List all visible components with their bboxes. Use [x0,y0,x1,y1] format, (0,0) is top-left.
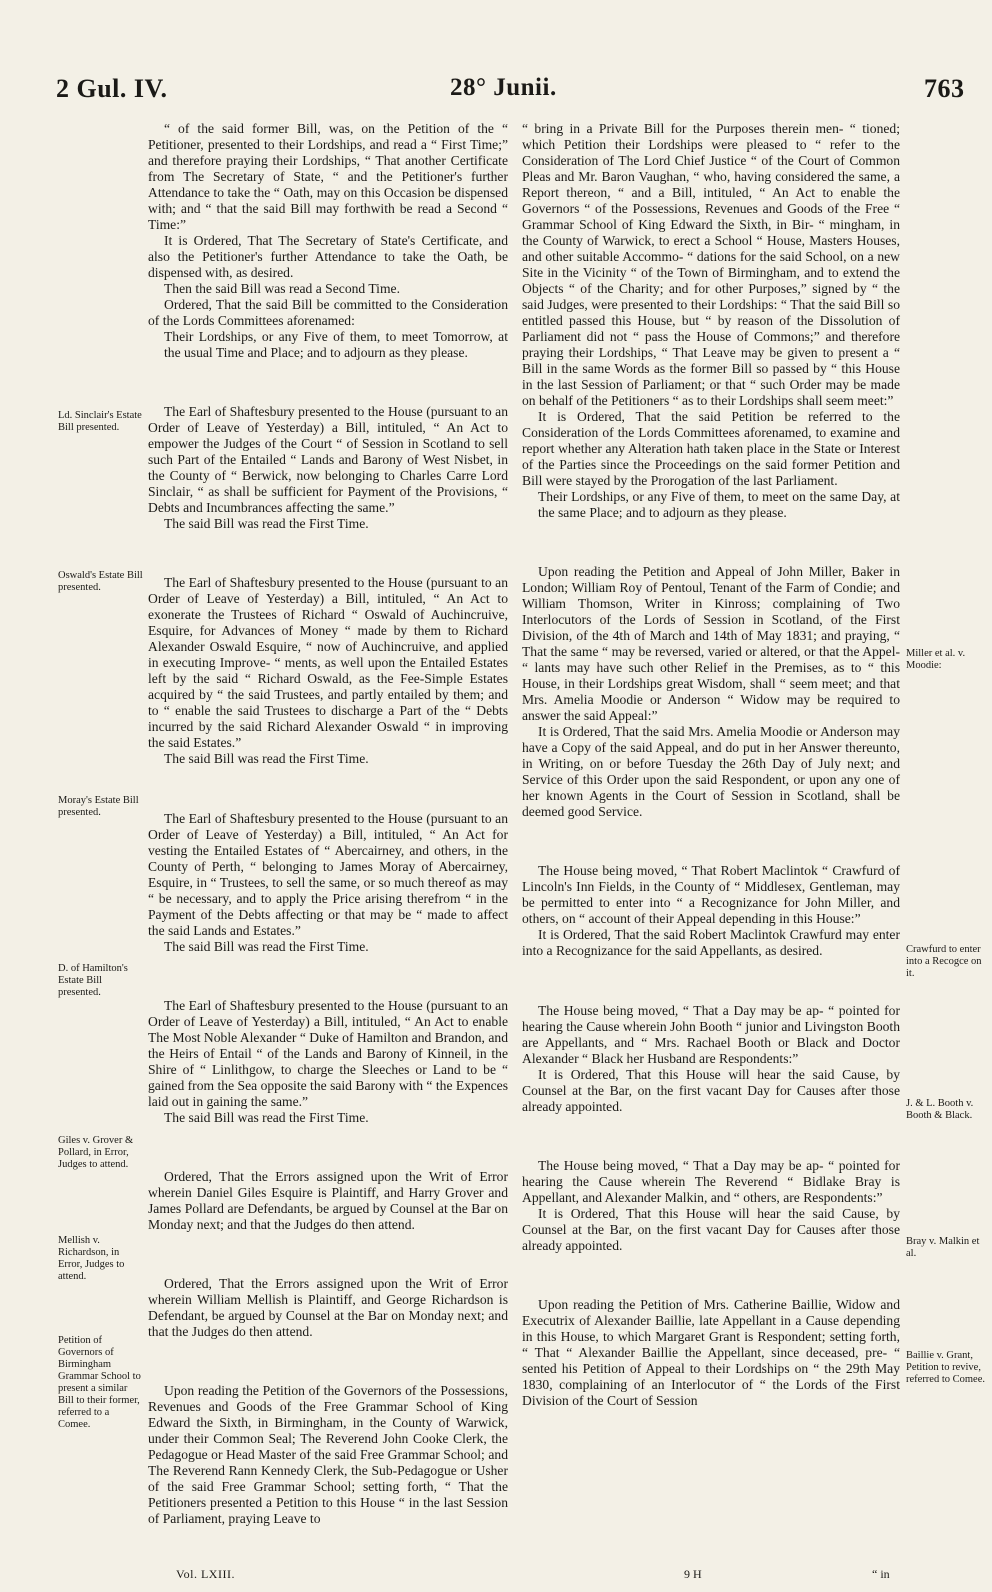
running-head-date: 28° Junii. [450,74,557,101]
left-column-spacer [148,375,508,391]
left-column-paragraph: The Earl of Shaftesbury presented to the House (pursuant to an Order of Leave of Yesterday) a Bill, intituled, “ An Act to empower the Judges of the Court “ of Session in Scotland to sell such Part of the Entailed “ Lands and Barony of West Nisbet, in the County of “ Berwick, now belonging to Charles Carre Lord Sinclair, “ as shall be sufficient for Payment of the Provisions, “ Debts and Incumbrances affecting the same.” [148,404,508,516]
right-column-paragraph: It is Ordered, That this House will hear the said Cause, by Counsel at the Bar, on the first vacant Day for Causes after those already appointed. [522,1205,900,1253]
left-column-spacer [148,546,508,562]
left-column-spacer [148,968,508,984]
running-head-regnal-year: 2 Gul. IV. [56,74,168,103]
left-column-paragraph: The said Bill was read the First Time. [164,516,369,532]
left-column-paragraph: Their Lordships, or any Five of them, to meet Tomorrow, at the usual Time and Place; and to adjourn as they please. [164,329,508,360]
margin-note-booth: J. & L. Booth v. Booth & Black. [906,1098,974,1121]
left-column-paragraph: The said Bill was read the First Time. [164,938,369,954]
footer-signature-mark: 9 H [684,1567,702,1581]
right-column-spacer [522,1267,900,1283]
right-column-paragraph: The House being moved, “ That a Day may be ap- “ pointed for hearing the Cause wherein John Booth “ junior and Livingston Booth are Appellants, and “ Mrs. Rachael Booth or Black and Doctor Alexander “ Black her Husband are Respondents:” [522,1002,900,1066]
left-column-paragraph: Ordered, That the Errors assigned upon the Writ of Error wherein Daniel Giles Esquire is Plaintiff, and Harry Grover and James Pollard are Defendants, be argued by Counsel at the Bar on Monday next; and that the Judges do then attend. [148,1168,508,1232]
page-number: 763 [924,74,965,103]
right-column-paragraph: “ bring in a Private Bill for the Purposes therein men- “ tioned; which Petition their Lordships were pleased to “ refer to the Consideration of The Lord Chief Justice “ of the Court of Common Pleas and Mr. Baron Vaughan, “ who, having considered the same, a Report thereon, “ and a Bill, intituled, “ An Act to enable the Governors “ of the Possessions, Revenues and Goods of the Free “ Grammar School of King Edward the Sixth, in Bir- “ mingham, in the County of Warwick, to erect a School “ House, Masters Houses, and other suitable Accommo- “ dations for the said School, on a new Site in the Vicinity “ of the Town of Birmingham, and to extend the Objects “ of the Charity; and for other Purposes,” signed by “ the said Judges, were presented to their Lordships: “ That the said Bill so entitled passed this House, but “ by reason of the Dissolution of Parliament did not “ pass the House of Commons;” and therefore praying their Lordships, “ That Leave may be given to present a “ Bill in the same Words as the former Bill so passed by “ this House in the last Session of Parliament; or that “ such Order may be made on behalf of the Petitioners “ as to their Lordships shall seem meet:” [522,121,900,408]
left-column-paragraph: The Earl of Shaftesbury presented to the House (pursuant to an Order of Leave of Yesterday) a Bill, intituled, “ An Act for vesting the Entailed Estates of “ Abercairney, and others, in the County of Perth, “ belonging to James Moray of Abercairney, Esquire, in “ Trustees, to sell the same, or so much thereof as may “ be necessary, and to apply the Price arising therefrom “ in the Payment of the Debts affecting or that may be “ made to affect the said Lands and Estates.” [148,810,508,938]
left-column-spacer [148,1354,508,1370]
footer-catchword: “ in [872,1567,890,1581]
left-column-spacer [148,1139,508,1155]
margin-note-mellish: Mellish v. Richardson, in Error, Judges to attend. [58,1235,125,1282]
left-column-paragraph: Upon reading the Petition of the Governors of the Possessions, Revenues and Goods of the Free Grammar School of King Edward the Sixth, in Birmingham, in the County of Warwick, under their Common Seal; The Reverend John Cooke Clerk, the Pedagogue or Head Master of the said Free Grammar School; and The Reverend Rann Kennedy Clerk, the Sub-Pedagogue or Usher of the said Free Grammar School; setting forth, “ That the Petitioners presented a Petition to this House “ in the last Session of Parliament, praying Leave to [148,1383,508,1527]
right-column-paragraph: The House being moved, “ That Robert Maclintok “ Crawfurd of Lincoln's Inn Fields, in the County of “ Middlesex, Gentleman, may be permitted to enter into “ a Recognizance for John Miller, and others, on “ account of their Appeal depending in this House:” [522,863,900,927]
right-column-spacer [522,973,900,989]
margin-note-hamilton: D. of Hamilton's Estate Bill presented. [58,963,128,998]
margin-note-sinclair: Ld. Sinclair's Estate Bill presented. [58,410,142,433]
left-column-paragraph: “ of the said former Bill, was, on the Petition of the “ Petitioner, presented to their Lordships, and read a “ First Time;” and therefore praying their Lordships, “ That another Certificate from The Secretary of State, “ and the Petitioner's further Attendance to take the “ Oath, may on this Occasion be dispensed with; and “ that the said Bill may forthwith be read a Second “ Time:” [148,121,508,232]
right-column-paragraph: It is Ordered, That the said Petition be referred to the Consideration of the Lords Committees aforenamed, to examine and report whether any Alteration hath taken place in the State or Interest of the Parties since the Proceedings on the said former Petition and Bill were stayed by the Prorogation of the last Parliament. [522,409,900,488]
margin-note-crawfurd: Crawfurd to enter into a Recogce on it. [906,944,982,979]
left-column-spacer [148,1247,508,1263]
left-column-paragraph: The said Bill was read the First Time. [164,751,369,767]
margin-note-giles: Giles v. Grover & Pollard, in Error, Judges to attend. [58,1135,134,1170]
margin-note-miller: Miller et al. v. Moodie: [906,648,966,671]
right-column-paragraph: It is Ordered, That this House will hear the said Cause, by Counsel at the Bar, on the first vacant Day for Causes after those already appointed. [522,1066,900,1114]
right-column-spacer [522,1128,900,1144]
right-column-paragraph: It is Ordered, That the said Robert Maclintok Crawfurd may enter into a Recognizance for the said Appellants, as desired. [522,927,900,959]
margin-note-moray: Moray's Estate Bill presented. [58,795,139,818]
left-column-paragraph: The Earl of Shaftesbury presented to the House (pursuant to an Order of Leave of Yesterday) a Bill, intituled, “ An Act to enable The Most Noble Alexander “ Duke of Hamilton and Brandon, and the Heirs of Entail “ of the Lands and Barony of Kinneil, in the Shire of “ Linlithgow, to charge the Sleeches or Land to be “ gained from the Sea opposite the said Barony with “ the Expences laid out in gaining the same.” [148,997,508,1109]
left-column-paragraph: The Earl of Shaftesbury presented to the House (pursuant to an Order of Leave of Yesterday) a Bill, intituled, “ An Act to exonerate the Trustees of Richard “ Oswald of Auchincruive, Esquire, for Advances of Money “ made by them to Richard Alexander Oswald Esquire, “ now of Auchincruive, and applied in executing Improve- “ ments, as well upon the Entailed Estates left by the said “ Richard Oswald, as the Fee-Simple Estates acquired by “ the said Trustees, and partly entailed by them; and to “ enable the said Trustees to discharge a Part of the “ Debts incurred by the said Richard Alexander Oswald “ in improving the said Estates.” [148,575,508,751]
right-column-paragraph: Upon reading the Petition of Mrs. Catherine Baillie, Widow and Executrix of Alexander Baillie, late Appellant in a Cause depending in this House, to which Margaret Grant is Respondent; setting forth, “ That “ Alexander Baillie the Appellant, since deceased, pre- “ sented his Petition of Appeal to their Lordships on “ the 29th May 1830, complaining of an Interlocutor of “ the Lords of the First Division of the Court of Session [522,1296,900,1408]
left-column-spacer [148,781,508,797]
margin-note-oswald: Oswald's Estate Bill presented. [58,570,143,593]
left-column-paragraph: Ordered, That the said Bill be committed to the Consideration of the Lords Committees aforenamed: [148,297,508,328]
margin-note-birmingham: Petition of Governors of Birmingham Grammar School to present a similar Bill to their former, referred to a Comee. [58,1335,141,1430]
left-column-paragraph: It is Ordered, That The Secretary of State's Certificate, and also the Petitioner's further Attendance to take the Oath, be dispensed with, as desired. [148,233,508,280]
left-column-paragraph: Then the said Bill was read a Second Time. [164,281,400,296]
right-column-paragraph: Upon reading the Petition and Appeal of John Miller, Baker in London; William Roy of Pentoul, Tenant of the Farm of Condie; and William Thomson, Writer in Kinross; complaining of Two Interlocutors of the Lords of Session in Scotland, of the First Division, of the 4th of March and 14th of May 1831; and praying, “ That the same “ may be reversed, varied or altered, or that the Appel- “ lants may have such other Relief in the Premises, as to “ this House, in their Lordships great Wisdom, shall “ seem meet; and that Mrs. Amelia Moodie or Anderson “ Widow may be required to answer the said Appeal:” [522,564,900,724]
left-column-paragraph: Ordered, That the Errors assigned upon the Writ of Error wherein William Mellish is Plaintiff, and George Richardson is Defendant, be argued by Counsel at the Bar on Monday next; and that the Judges do then attend. [148,1276,508,1340]
right-column-paragraph: It is Ordered, That the said Mrs. Amelia Moodie or Anderson may have a Copy of the said Appeal, and do put in her Answer thereunto, in Writing, on or before Tuesday the 26th Day of July next; and Service of this Order upon the said Respondent, or upon any one of her known Agents in the Court of Session in Scotland, shall be deemed good Service. [522,724,900,820]
right-column-spacer [522,834,900,850]
right-column [522,121,900,1409]
margin-note-bray: Bray v. Malkin et al. [906,1236,980,1259]
footer-volume: Vol. LXIII. [176,1567,235,1581]
right-column-paragraph: The House being moved, “ That a Day may be ap- “ pointed for hearing the Cause wherein The Reverend “ Bidlake Bray is Appellant, and Alexander Malkin, and “ others, are Respondents:” [522,1157,900,1205]
right-column-spacer [522,535,900,551]
left-column [148,121,508,1527]
left-column-paragraph: The said Bill was read the First Time. [164,1109,369,1125]
margin-note-baillie: Baillie v. Grant, Petition to revive, referred to Comee. [906,1350,986,1385]
right-column-paragraph: Their Lordships, or any Five of them, to meet on the same Day, at the same Place; and to adjourn as they please. [538,489,900,520]
